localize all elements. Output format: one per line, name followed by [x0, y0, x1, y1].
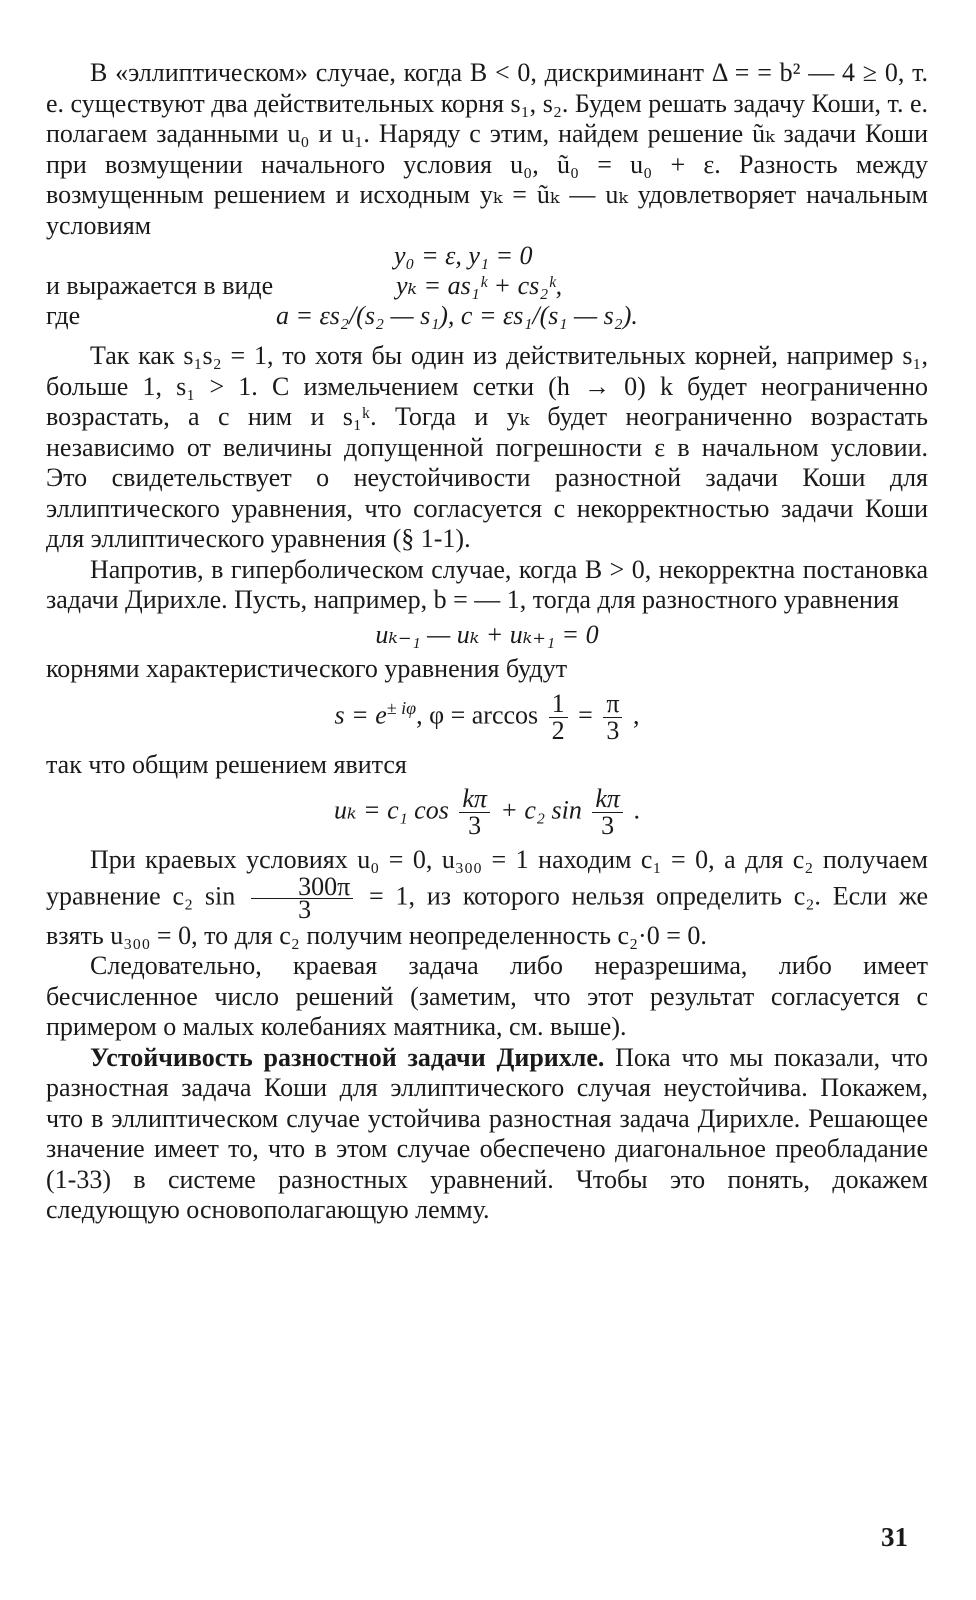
equation-coefficients: где a = εs₂/(s₂ — s₁), c = εs₁/(s₁ — s₂).: [46, 301, 638, 330]
fraction-k-pi-third-cos: $\frac{k\pi}{3}$: [459, 786, 490, 839]
fraction-300pi-third: $\frac{300\pi}{3}$: [251, 876, 353, 921]
paragraph-hyperbolic-case: Напротив, в гиперболическом случае, когда B > 0, некорректна постановка задачи Дирихле. Пусть, например, b = — 1, тогда для разностного уравнения: [46, 554, 928, 614]
paragraph-conclusion: Следовательно, краевая задача либо неразрешима, либо имеет бесчисленное число решений (заметим, что этот результат согласуется с примером о малых колебаниях маятника, см. выше).: [46, 951, 928, 1041]
paragraph-instability: Так как s₁s₂ = 1, то хотя бы один из действительных корней, например s₁, больше 1, s₁ > 1. С измельчением сетки (h → 0) k будет неограниченно возрастать, а с ним и s₁ᵏ. Тогда и yₖ будет неограниченно возрастать независимо от величины допущенной погрешности ε в начальном условии. Это свидетельствует о неустойчивости разностной задачи Коши для эллиптического уравнения, что согласуется с некорректностью задачи Коши для эллиптического уравнения (§ 1-1).: [46, 341, 928, 553]
fraction-one-half: $\frac{1}{2}$: [549, 691, 568, 744]
equation-solution-form: и выражается в виде yₖ = as₁ᵏ + cs₂ᵏ,: [46, 271, 563, 300]
page-number: 31: [881, 1522, 908, 1552]
equation-general-solution: uₖ = c₁ cos $\frac{k\pi}{3}$ + c₂ sin $\frac{k\pi}{3}$ .: [334, 784, 640, 840]
page-text: [46, 58, 928, 1226]
label-where: где: [46, 301, 81, 330]
paragraph-dirichlet-stability: Устойчивость разностной задачи Дирихле. Пока что мы показали, что разностная задача Коши для эллиптического случая неустойчива. Покажем, что в эллиптическом случае устойчива разностная задача Дирихле. Решающее значение имеет то, что в этом случае обеспечено диагональное преобладание (1-33) в системе разностных уравнений. Чтобы это понять, докажем следующую основополагающую лемму.: [46, 1042, 928, 1224]
fraction-pi-third: $\frac{\pi}{3}$: [603, 691, 622, 744]
paragraph-boundary-conditions: При краевых условиях u₀ = 0, u₃₀₀ = 1 находим c₁ = 0, а для c₂ получаем уравнение c₂ sin $\frac{300\pi}{3}$ = 1, из которого нельзя определить c₂. Если же взять u₃₀₀ = 0, то для c₂ получим неопределенность c₂·0 = 0.: [46, 845, 929, 950]
fraction-k-pi-third-sin: $\frac{k\pi}{3}$: [592, 786, 623, 839]
equation-initial-conditions: y₀ = ε, y₁ = 0: [394, 241, 533, 270]
label-expressed: и выражается в виде: [46, 271, 274, 300]
section-heading: Устойчивость разностной задачи Дирихле.: [90, 1042, 605, 1072]
line-general-solution: так что общим решением явится: [46, 749, 407, 779]
equation-roots: $s = e^{\pm i\varphi}$, φ = arccos $\frac{1}{2}$ = $\frac{\pi}{3}$ ,: [334, 688, 640, 745]
equation-difference: uₖ₋₁ — uₖ + uₖ₊₁ = 0: [375, 619, 599, 649]
line-characteristic-roots: корнями характеристического уравнения будут: [46, 654, 568, 683]
paragraph-elliptic-case: В «эллиптическом» случае, когда B < 0, дискриминант Δ = = b² — 4 ≥ 0, т. е. существуют два действительных корня s₁, s₂. Будем решать задачу Коши, т. е. полагаем заданными u₀ и u₁. Наряду с этим, найдем решение ũₖ задачи Коши при возмущении начального условия u₀, ũ₀ = u₀ + ε. Разность между возмущенным решением и исходным yₖ = ũₖ — uₖ удовлетворяет начальным условиям: [46, 58, 928, 240]
